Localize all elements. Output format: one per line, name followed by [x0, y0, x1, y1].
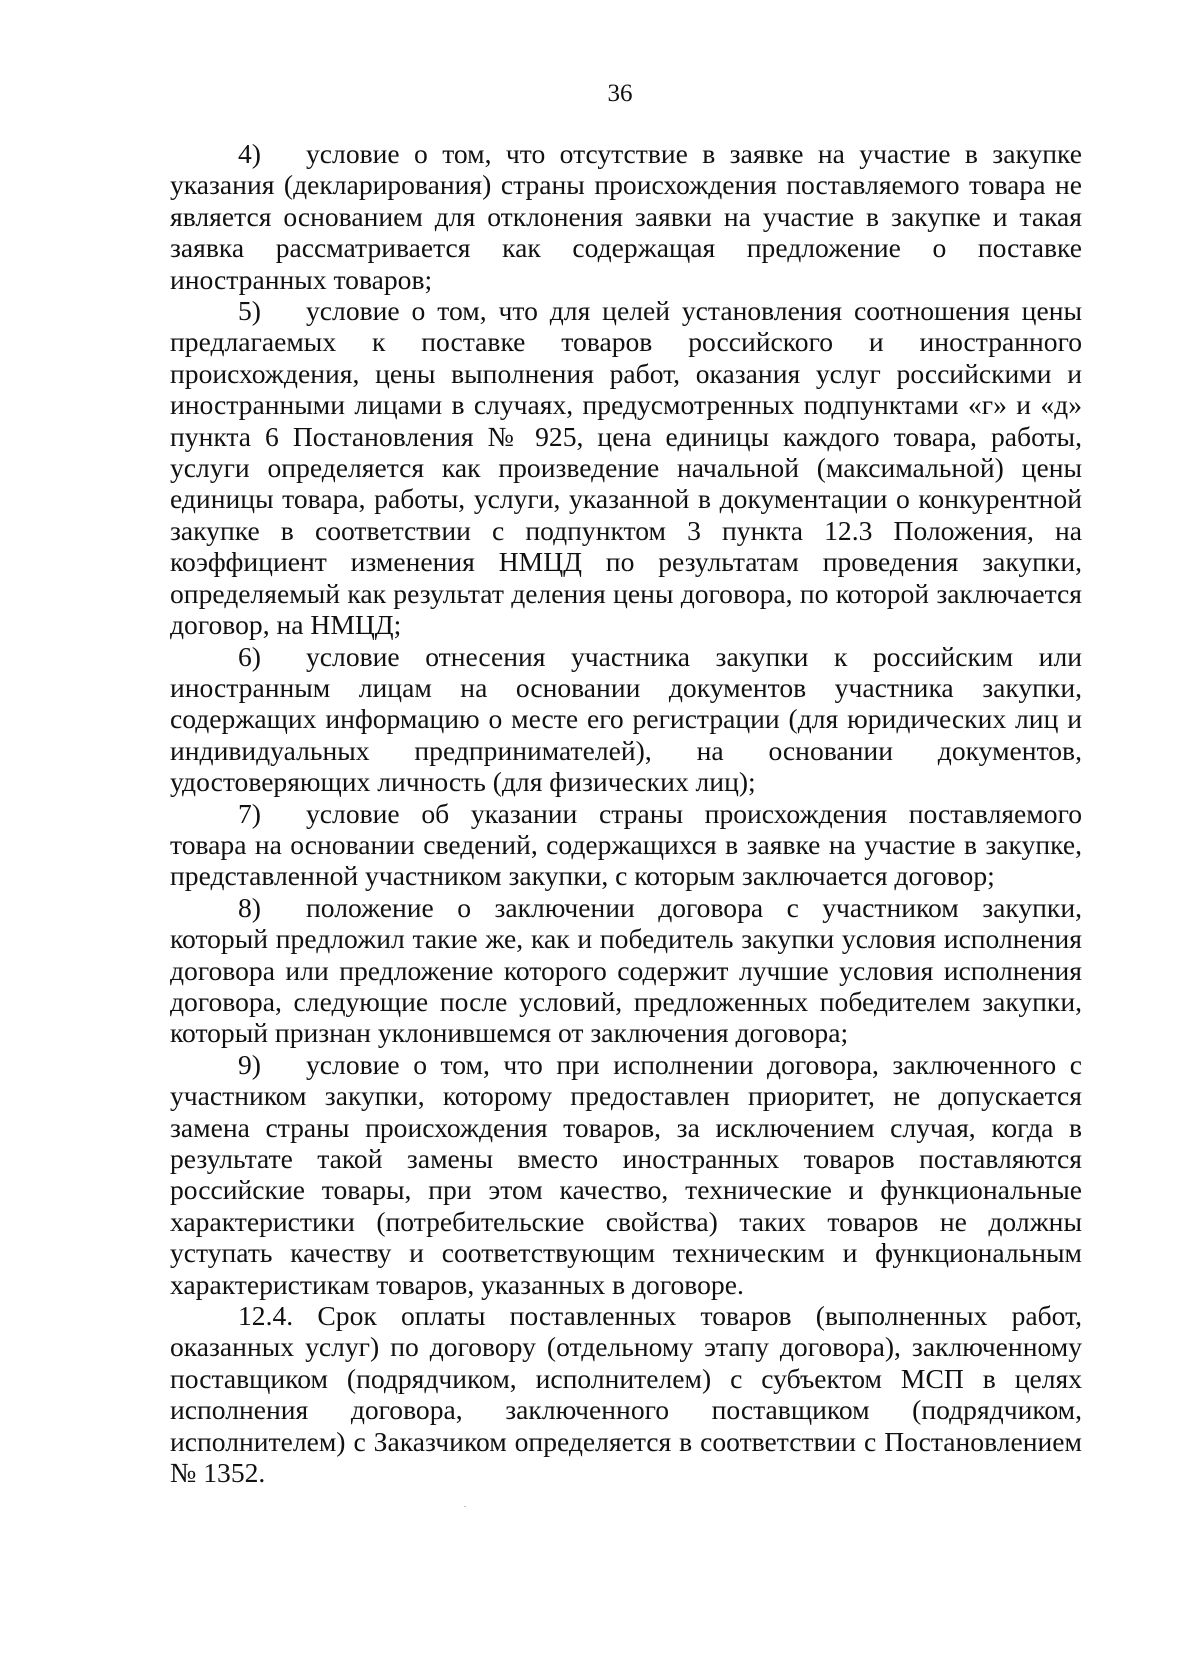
list-item-number: 4) — [238, 138, 261, 169]
paragraph-text: 12.4. Срок оплаты поставленных товаров (выполненных работ, оказанных услуг) по договору (отдельному этапу договора), заключенному поставщиком (подрядчиком, исполнителем) с субъектом МСП в целях исполнения договора, заключенного поставщиком (подрядчиком, исполнителем) с Заказчиком определяется в соответствии с Постановлением № 1352. — [170, 1300, 1082, 1489]
list-item-number: 7) — [238, 797, 261, 829]
list-item-number: 6) — [238, 640, 261, 672]
list-item-text: условие об указании страны происхождения поставляемого товара на основании сведений, содержащихся в заявке на участие в закупке, представленной участником закупки, с которым заключается договор; — [170, 797, 1082, 892]
list-item-text: условие отнесения участника закупки к российским или иностранным лицам на основании документов участника закупки, содержащих информацию о месте его регистрации (для юридических лиц и индивидуальных предпринимателей), на основании документов, удостоверяющих личность (для физических лиц); — [170, 640, 1082, 798]
list-item-9 — [170, 1049, 1082, 1300]
list-item-number: 8) — [238, 891, 261, 923]
list-item-8 — [170, 892, 1082, 1049]
list-item-5 — [170, 295, 1082, 640]
document-body — [170, 138, 1082, 1488]
list-item-text: условие о том, что при исполнении договора, заключенного с участником закупки, которому предоставлен приоритет, не допускается замена страны происхождения товаров, за исключением случая, когда в результате такой замены вместо иностранных товаров поставляются российские товары, при этом качество, технические и функциональные характеристики (потребительские свойства) таких товаров не должны уступать качеству и соответствующим техническим и функциональным характеристикам товаров, указанных в договоре. — [170, 1048, 1082, 1300]
scan-artifact-dot — [464, 1506, 466, 1507]
list-item-number: 5) — [238, 295, 261, 327]
list-item-number: 9) — [238, 1048, 261, 1080]
list-item-4 — [170, 138, 1082, 295]
list-item-6 — [170, 641, 1082, 798]
list-item-text: положение о заключении договора с участником закупки, который предложил такие же, как и победитель закупки условия исполнения договора или предложение которого содержит лучшие условия исполнения договора, следующие после условий, предложенных победителем закупки, который признан уклонившемся от заключения договора; — [170, 891, 1082, 1049]
list-item-text: условие о том, что для целей установления соотношения цены предлагаемых к поставке товаров российского и иностранного происхождения, цены выполнения работ, оказания услуг российскими и иностранными лицами в случаях, предусмотренных подпунктами «г» и «д» пункта 6 Постановления № 925, цена единицы каждого товара, работы, услуги определяется как произведение начальной (максимальной) цены единицы товара, работы, услуги, указанной в документации о конкурентной закупке в соответствии с подпунктом 3 пункта 12.3 Положения, на коэффициент изменения НМЦД по результатам проведения закупки, определяемый как результат деления цены договора, по которой заключается договор, на НМЦД; — [170, 295, 1082, 641]
section-12-4-paragraph — [170, 1300, 1082, 1488]
list-item-7 — [170, 798, 1082, 892]
page-number: 36 — [607, 80, 633, 107]
list-item-text: условие о том, что отсутствие в заявке на участие в закупке указания (декларирования) страны происхождения поставляемого товара не является основанием для отклонения заявки на участие в закупке и такая заявка рассматривается как содержащая предложение о поставке иностранных товаров; — [170, 138, 1082, 295]
